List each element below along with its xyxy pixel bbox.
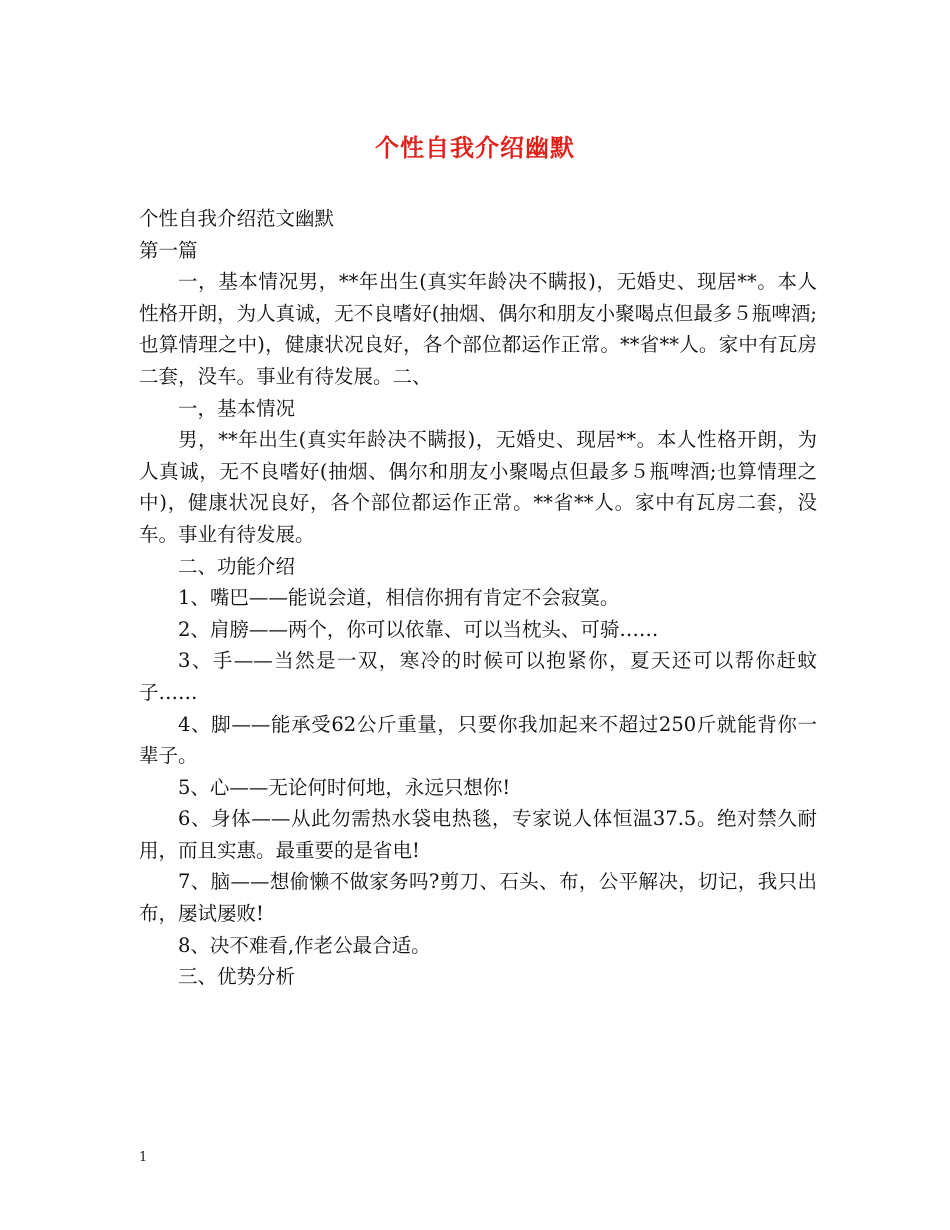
- paragraph: 第一篇: [139, 238, 198, 262]
- paragraph: 5、心——无论何时何地，永远只想你!: [178, 775, 511, 799]
- paragraph: 一，基本情况男，**年出生(真实年龄决不瞒报)，无婚史、现居**。本人性格开朗，为人真诚，无不良嗜好(抽烟、偶尔和朋友小聚喝点但最多５瓶啤酒;也算情理之中)，健康状况良好，各个部位都运作正常。**省**人。家中有瓦房二套，没车。事业有待发展。二、: [139, 270, 817, 388]
- paragraph: 8、决不难看,作老公最合适。: [178, 933, 431, 957]
- paragraph: 6、身体——从此勿需热水袋电热毯，专家说人体恒温37.5。绝对禁久耐用，而且实惠。最重要的是省电!: [139, 807, 817, 862]
- paragraph: 2、肩膀——两个，你可以依靠、可以当枕头、可骑……: [178, 617, 659, 641]
- page-number: 1: [139, 1150, 148, 1165]
- paragraph: 二、功能介绍: [178, 554, 296, 578]
- paragraph: 1、嘴巴——能说会道，相信你拥有肯定不会寂寞。: [178, 586, 620, 610]
- paragraph: 一，基本情况: [178, 396, 296, 420]
- paragraph: 三、优势分析: [178, 965, 296, 989]
- paragraph: 7、脑——想偷懒不做家务吗?剪刀、石头、布，公平解决，切记，我只出布，屡试屡败!: [139, 870, 817, 926]
- document-title: 个性自我介绍幽默: [375, 133, 575, 162]
- paragraph: 个性自我介绍范文幽默: [139, 207, 335, 230]
- paragraph: 4、脚——能承受62公斤重量，只要你我加起来不超过250斤就能背你一辈子。: [139, 712, 817, 768]
- paragraph: 3、手——当然是一双，寒冷的时候可以抱紧你，夏天还可以帮你赶蚊子……: [139, 649, 817, 704]
- paragraph: 男，**年出生(真实年龄决不瞒报)，无婚史、现居**。本人性格开朗，为人真诚，无不良嗜好(抽烟、偶尔和朋友小聚喝点但最多５瓶啤酒;也算情理之中)，健康状况良好，各个部位都运作正常。**省**人。家中有瓦房二套，没车。事业有待发展。: [139, 428, 817, 546]
- document-body: [139, 203, 817, 993]
